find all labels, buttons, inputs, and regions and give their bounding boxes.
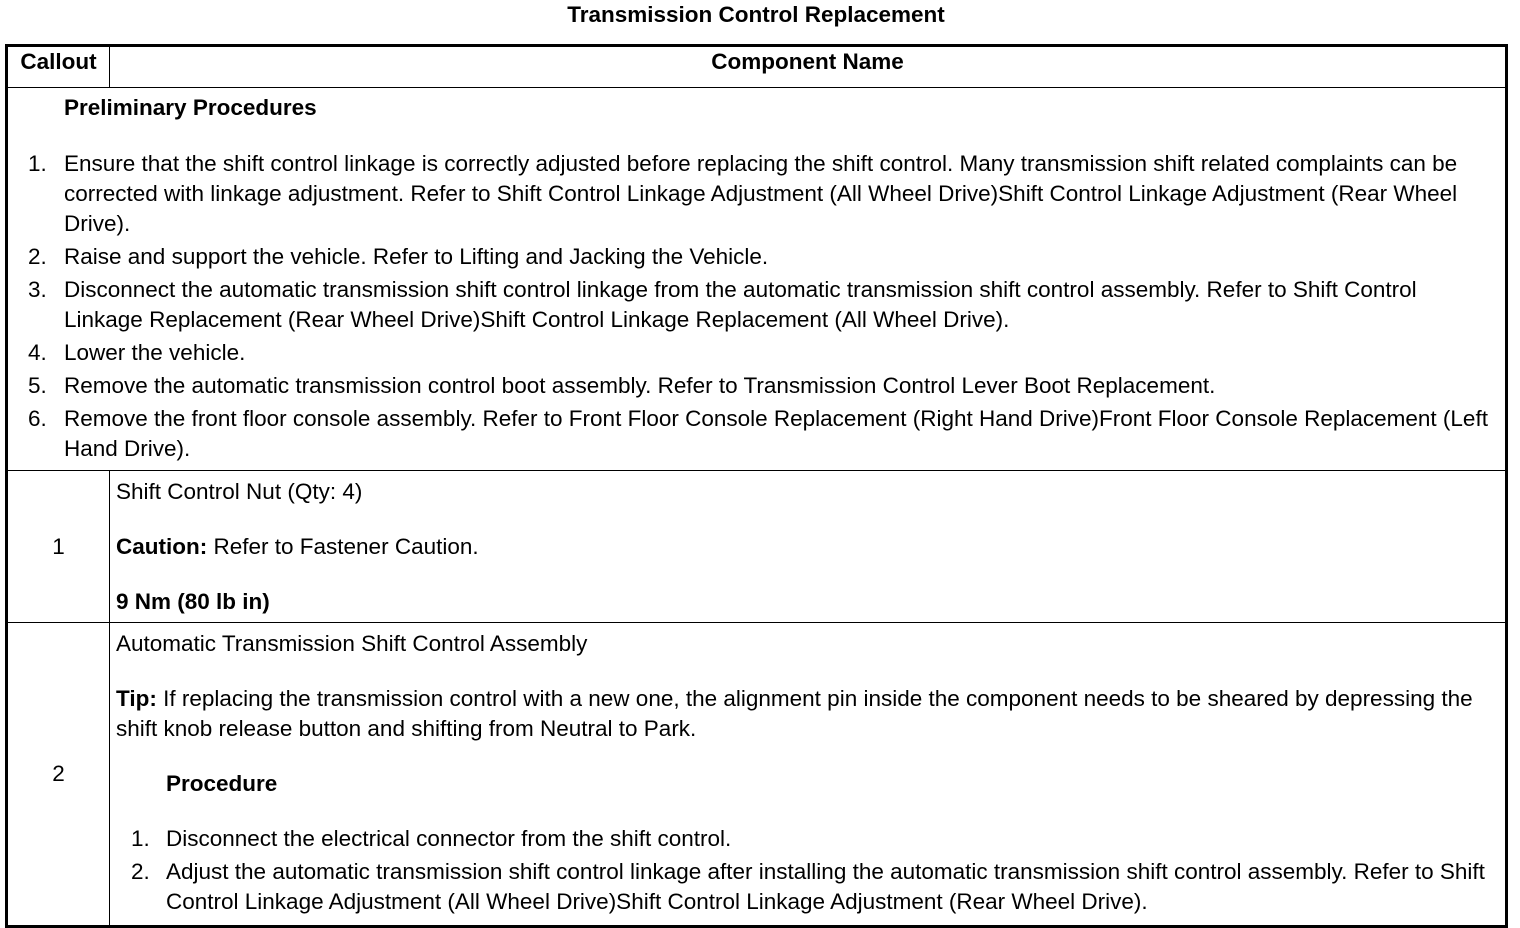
caution-text: Refer to Fastener Caution.	[207, 534, 479, 559]
step-text: Adjust the automatic transmission shift control linkage after installing the automatic transmission shift control assembly. Refer to Shift Control Linkage Adjustment (All Wheel Drive)Shift Control Linkage Adjustment (Rear Wheel Drive).	[166, 859, 1485, 914]
component-cell	[110, 623, 1507, 927]
table-row	[7, 623, 1507, 927]
list-item	[18, 338, 1493, 368]
step-text: Raise and support the vehicle. Refer to Lifting and Jacking the Vehicle.	[64, 244, 769, 269]
preliminary-procedures-row	[7, 88, 1507, 471]
caution-label: Caution:	[116, 534, 208, 559]
tip-label: Tip:	[116, 686, 157, 711]
table-row	[7, 471, 1507, 623]
step-number: 2.	[131, 859, 150, 884]
step-text: Remove the automatic transmission control boot assembly. Refer to Transmission Control Lever Boot Replacement.	[64, 373, 1216, 398]
callout-number: 2	[7, 623, 110, 927]
component-name: Automatic Transmission Shift Control Assembly	[116, 631, 588, 656]
list-item	[18, 404, 1493, 464]
component-name: Shift Control Nut (Qty: 4)	[116, 479, 363, 504]
tip-note	[116, 684, 1491, 744]
list-item	[18, 275, 1493, 335]
step-number: 3.	[28, 277, 47, 302]
preliminary-steps-list	[18, 149, 1493, 464]
list-item	[18, 371, 1493, 401]
component-cell	[110, 471, 1507, 623]
step-text: Disconnect the automatic transmission shift control linkage from the automatic transmission shift control assembly. Refer to Shift Control Linkage Replacement (Rear Wheel Drive)Shift Control Linkage Replacement (All Wheel Drive).	[64, 277, 1417, 332]
step-text: Lower the vehicle.	[64, 340, 246, 365]
table-header-row	[7, 46, 1507, 88]
step-number: 6.	[28, 406, 47, 431]
step-text: Remove the front floor console assembly. Refer to Front Floor Console Replacement (Right Hand Drive)Front Floor Console Replacement (Left Hand Drive).	[64, 406, 1488, 461]
page-title: Transmission Control Replacement	[567, 2, 945, 27]
callout-number: 1	[7, 471, 110, 623]
preliminary-procedures-cell	[7, 88, 1507, 471]
list-item	[116, 824, 1491, 854]
step-number: 1.	[131, 826, 150, 851]
tip-text: If replacing the transmission control with a new one, the alignment pin inside the component needs to be sheared by depressing the shift knob release button and shifting from Neutral to Park.	[116, 686, 1473, 741]
procedure-heading: Procedure	[166, 771, 278, 796]
list-item	[116, 857, 1491, 917]
caution-note	[116, 532, 1491, 562]
component-name-column-header: Component Name	[110, 46, 1507, 88]
preliminary-procedures-heading: Preliminary Procedures	[64, 95, 317, 120]
torque-spec: 9 Nm (80 lb in)	[116, 589, 270, 614]
step-text: Ensure that the shift control linkage is correctly adjusted before replacing the shift control. Many transmission shift related complaints can be corrected with linkage adjustment. Refer to Shift Control Linkage Adjustment (All Wheel Drive)Shift Control Linkage Adjustment (Rear Wheel Drive).	[64, 151, 1458, 236]
step-number: 4.	[28, 340, 47, 365]
step-number: 5.	[28, 373, 47, 398]
procedure-steps-list	[116, 824, 1491, 917]
step-number: 2.	[28, 244, 47, 269]
list-item	[18, 242, 1493, 272]
procedure-table	[5, 44, 1508, 928]
step-text: Disconnect the electrical connector from the shift control.	[166, 826, 732, 851]
callout-column-header: Callout	[7, 46, 110, 88]
list-item	[18, 149, 1493, 239]
step-number: 1.	[28, 151, 47, 176]
